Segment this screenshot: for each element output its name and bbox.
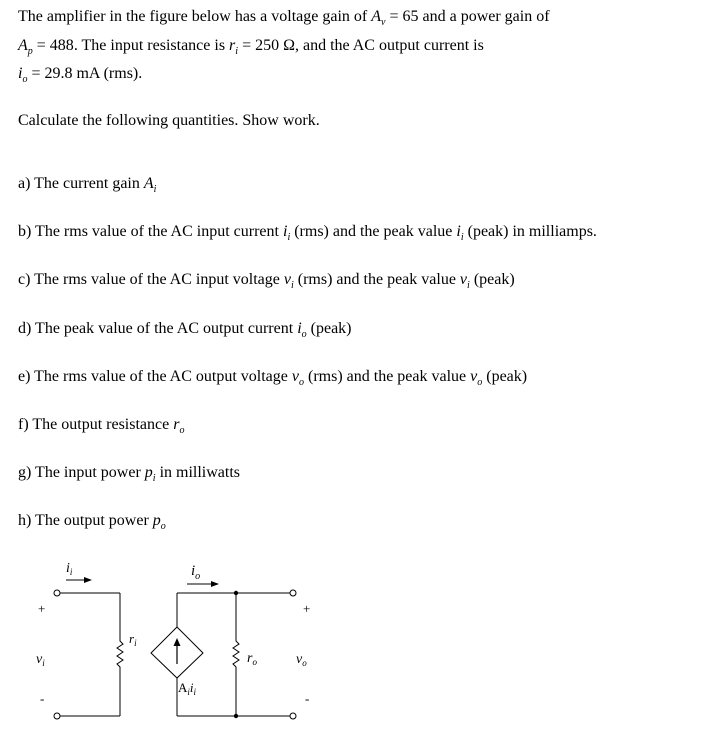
source-gain-label: $A_ii_i$ — [178, 680, 197, 697]
output-minus-sign: - — [305, 691, 310, 706]
input-terminal-bottom — [54, 713, 60, 719]
question-e: e) The rms value of the AC output voltage $v_o$ (rms) and the peak value $v_o$ (peak) — [18, 368, 528, 388]
input-terminal-top — [54, 590, 60, 596]
input-current-label: $i_i$ — [66, 561, 73, 577]
output-resistor-label: $r_o$ — [247, 651, 257, 667]
intro-line-2: $A_p = 488$. The input resistance is $r_i = 250$ Ω, and the AC output current is — [18, 37, 484, 57]
input-minus-sign: - — [40, 691, 45, 706]
output-terminal-bottom — [290, 713, 296, 719]
output-voltage-label: $v_o$ — [296, 652, 307, 668]
intro-line-1: The amplifier in the figure below has a voltage gain of $A_v = 65$ and a power gain of — [18, 8, 550, 28]
question-c: c) The rms value of the AC input voltage $v_i$ (rms) and the peak value $v_i$ (peak) — [18, 271, 515, 291]
junction-dot-top — [234, 591, 238, 595]
output-current-label: $i_o$ — [191, 563, 201, 582]
source-arrow-head — [174, 638, 181, 646]
intro-line-3: $i_o = 29.8$ mA (rms). — [18, 65, 143, 85]
output-plus-sign: + — [303, 601, 311, 616]
input-resistor — [117, 593, 123, 716]
output-terminal-top — [290, 590, 296, 596]
input-resistor-label: $r_i$ — [129, 631, 137, 648]
input-voltage-label: $v_i$ — [36, 652, 45, 668]
question-h: h) The output power $p_o$ — [18, 512, 166, 532]
junction-dot-bottom — [234, 714, 238, 718]
instruction: Calculate the following quantities. Show work. — [18, 112, 320, 129]
input-current-arrow-head — [84, 577, 92, 583]
output-current-arrow-head — [211, 581, 219, 587]
input-plus-sign: + — [38, 601, 46, 616]
question-f: f) The output resistance $r_o$ — [18, 416, 185, 436]
question-b: b) The rms value of the AC input current $i_i$ (rms) and the peak value $i_i$ (peak) in milliamps. — [18, 223, 597, 243]
question-a: a) The current gain $A_i$ — [18, 175, 157, 195]
question-g: g) The input power $p_i$ in milliwatts — [18, 464, 241, 484]
question-d: d) The peak value of the AC output current $i_o$ (peak) — [18, 320, 352, 340]
output-resistor — [233, 593, 239, 716]
